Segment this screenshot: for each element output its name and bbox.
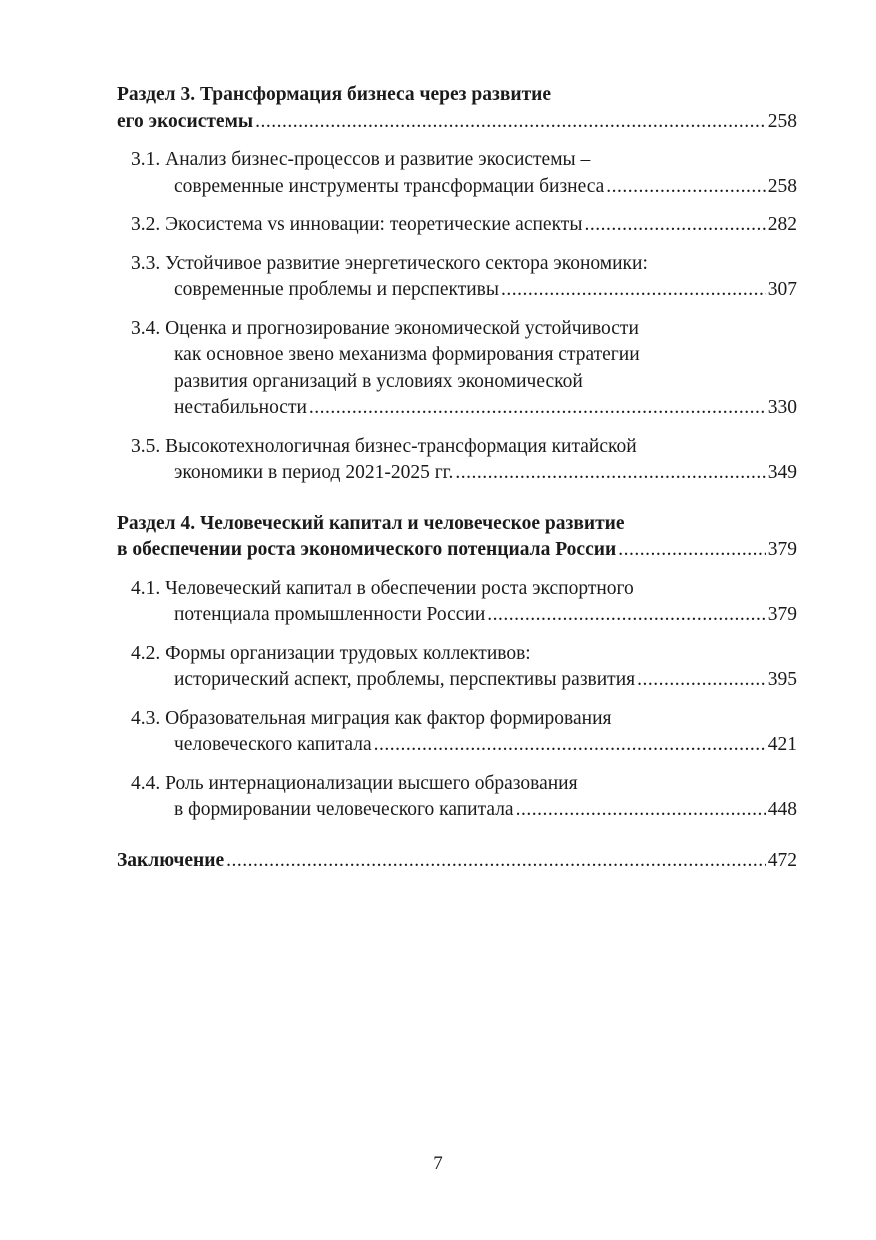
- dot-leader: [309, 395, 766, 422]
- dot-leader: [516, 797, 766, 824]
- toc-item-text: современные инструменты трансформации бизнеса: [174, 175, 605, 197]
- toc-item-text: экономики в период 2021-2025 гг.: [174, 462, 454, 483]
- toc-section-title: в обеспечении роста экономического потенциала России: [117, 539, 617, 560]
- dot-leader: [618, 537, 766, 564]
- toc-item-3-4[interactable]: [117, 316, 797, 422]
- toc-section-3[interactable]: [117, 82, 797, 135]
- toc-item-3-2[interactable]: [117, 212, 797, 239]
- dot-leader: [226, 848, 766, 875]
- toc-page-number: 349: [767, 462, 797, 483]
- toc-page-number: 421: [767, 734, 797, 755]
- toc-page-number: 379: [767, 604, 797, 625]
- toc-page-number: 282: [767, 214, 797, 235]
- toc-item-text: потенциала промышленности России: [174, 604, 486, 625]
- page-number: 7: [433, 1153, 443, 1174]
- toc-item-text: в формировании человеческого капитала: [174, 799, 514, 820]
- toc-item-4-1[interactable]: [117, 576, 797, 629]
- dot-leader: [584, 212, 765, 239]
- toc-item-4-4[interactable]: [117, 771, 797, 824]
- toc-page-number: 472: [767, 849, 797, 871]
- toc-item-text: 4.4. Роль интернационализации высшего образования: [131, 772, 578, 794]
- toc-section-title: его экосистемы: [117, 110, 254, 132]
- toc-item-text: человеческого капитала: [174, 734, 372, 755]
- toc-page-number: 307: [767, 279, 797, 300]
- dot-leader: [255, 109, 766, 136]
- toc-item-text: развития организаций в условиях экономической: [174, 370, 583, 392]
- toc-page-number: 395: [767, 669, 797, 690]
- toc-page-number: 330: [767, 397, 797, 418]
- dot-leader: [487, 602, 765, 629]
- table-of-contents: [117, 82, 797, 874]
- dot-leader: [501, 277, 766, 304]
- toc-section-title: Раздел 3. Трансформация бизнеса через развитие: [117, 84, 552, 105]
- toc-section-title: Раздел 4. Человеческий капитал и человеческое развитие: [117, 512, 625, 534]
- toc-item-3-1[interactable]: [117, 147, 797, 200]
- toc-item-text: нестабильности: [174, 397, 307, 418]
- toc-item-3-3[interactable]: [117, 251, 797, 304]
- toc-section-4[interactable]: [117, 511, 797, 564]
- toc-item-text: 3.5. Высокотехнологичная бизнес-трансформация китайской: [131, 435, 637, 457]
- toc-item-text: 3.3. Устойчивое развитие энергетического сектора экономики:: [131, 252, 648, 274]
- toc-item-text: как основное звено механизма формирования стратегии: [174, 344, 640, 365]
- dot-leader: [606, 174, 765, 201]
- toc-item-text: 4.1. Человеческий капитал в обеспечении роста экспортного: [131, 577, 634, 599]
- toc-page-number: 258: [767, 175, 797, 197]
- toc-item-text: 3.4. Оценка и прогнозирование экономической устойчивости: [131, 317, 639, 339]
- toc-item-text: исторический аспект, проблемы, перспективы развития: [174, 669, 636, 690]
- toc-item-text: современные проблемы и перспективы: [174, 279, 499, 300]
- toc-conclusion[interactable]: [117, 848, 797, 875]
- toc-item-text: 4.2. Формы организации трудовых коллективов:: [131, 642, 531, 664]
- toc-page-number: 448: [767, 799, 797, 820]
- toc-item-3-5[interactable]: [117, 434, 797, 487]
- toc-item-text: 3.2. Экосистема vs инновации: теоретические аспекты: [131, 214, 583, 235]
- toc-item-4-3[interactable]: [117, 706, 797, 759]
- toc-page-number: 258: [767, 110, 797, 132]
- toc-item-text: 4.3. Образовательная миграция как фактор формирования: [131, 707, 612, 729]
- dot-leader: [637, 667, 766, 694]
- toc-section-title: Заключение: [117, 849, 225, 871]
- dot-leader: [455, 460, 765, 487]
- toc-item-4-2[interactable]: [117, 641, 797, 694]
- toc-item-text: 3.1. Анализ бизнес-процессов и развитие экосистемы –: [131, 149, 591, 170]
- toc-page-number: 379: [767, 539, 797, 560]
- dot-leader: [374, 732, 766, 759]
